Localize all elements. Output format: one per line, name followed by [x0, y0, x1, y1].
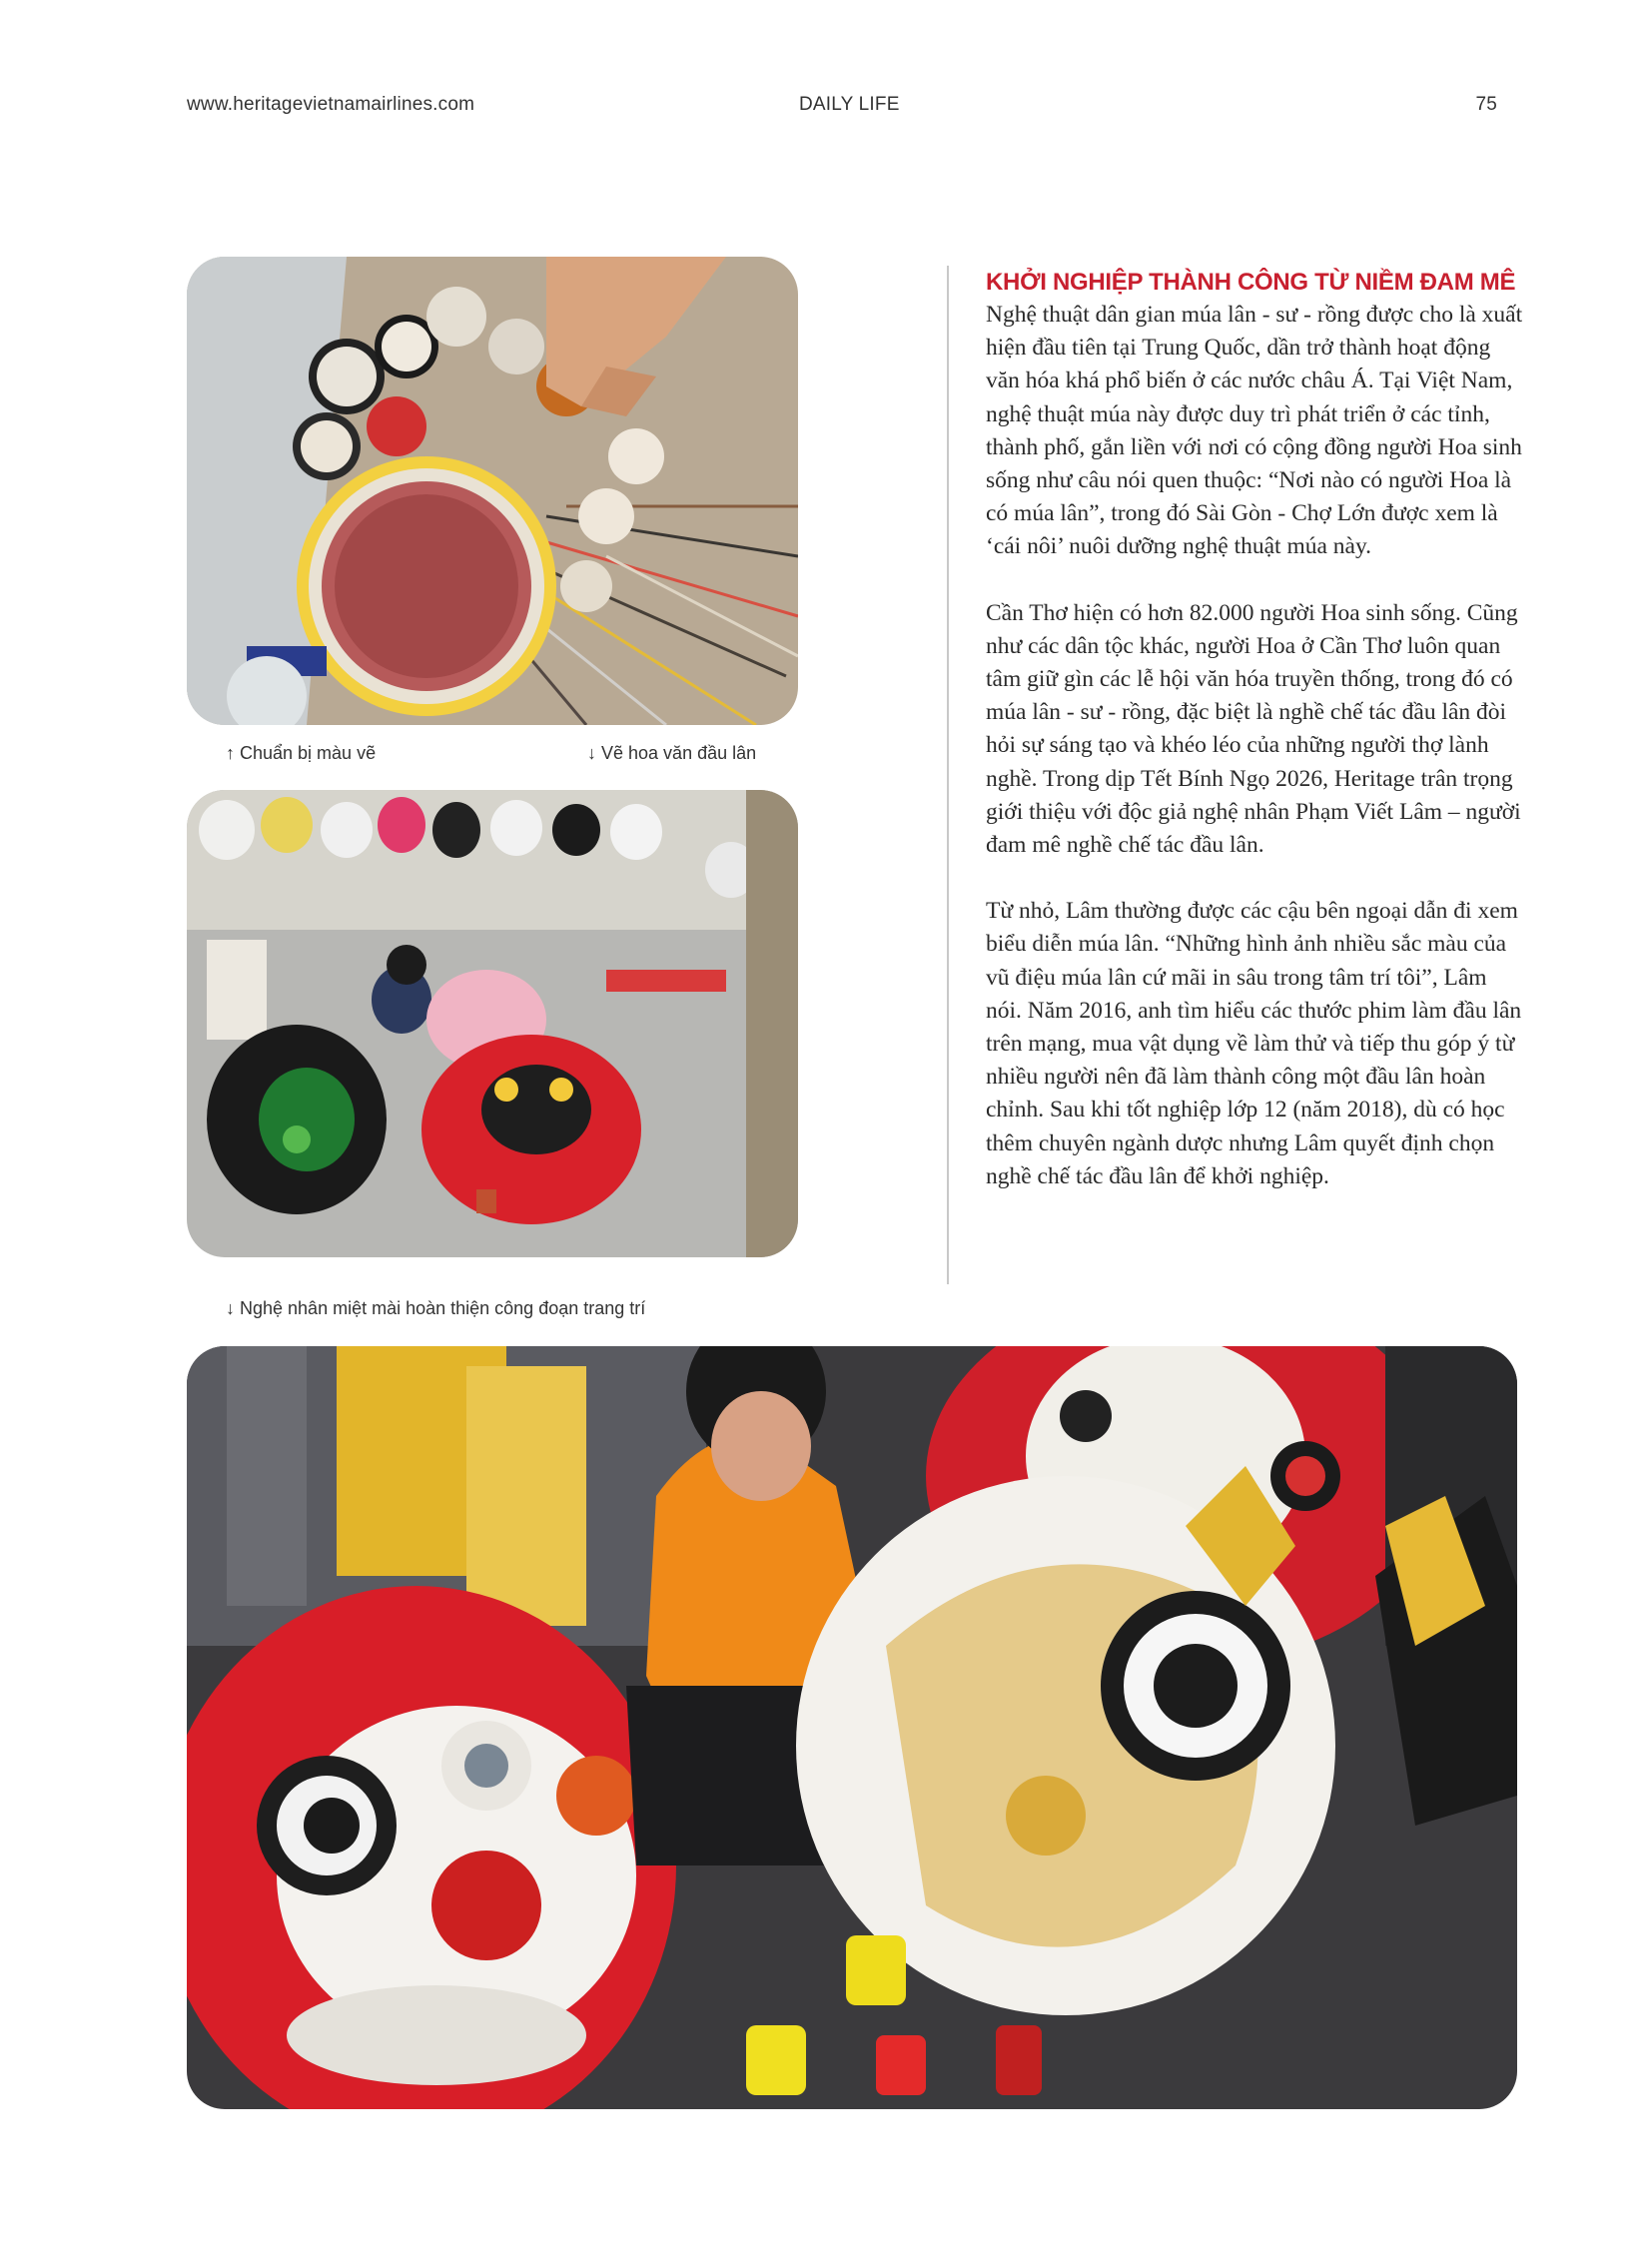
column-divider	[947, 266, 949, 1284]
header-page-number: 75	[1475, 94, 1497, 115]
article-body	[986, 266, 1525, 1226]
article-paragraph-3: Từ nhỏ, Lâm thường được các cậu bên ngoại dẫn đi xem biểu diễn múa lân. “Những hình ảnh nhiều sắc màu của vũ điệu múa lân cứ mãi in sâu trong tâm trí tôi”, Lâm nói. Năm 2016, anh tìm hiểu các thước phim làm đầu lân trên mạng, mua vật dụng về làm thử và tiếp thu góp ý từ nhiều người nên đã làm thành công một đầu lân hoàn chỉnh. Sau khi tốt nghiệp lớp 12 (năm 2018), dù có học thêm chuyên ngành dược nhưng Lâm quyết định chọn nghề chế tác đầu lân để khởi nghiệp.	[986, 898, 1522, 1189]
article-heading: KHỞI NGHIỆP THÀNH CÔNG TỪ NIỀM ĐAM MÊ	[986, 269, 1516, 296]
article-paragraph-2: Cần Thơ hiện có hơn 82.000 người Hoa sinh sống. Cũng như các dân tộc khác, người Hoa ở Cần Thơ luôn quan tâm giữ gìn các lễ hội văn hóa truyền thống, trong đó có múa lân - sư - rồng, đặc biệt là nghề chế tác đầu lân đòi hỏi sự sáng tạo và khéo léo của những người thợ lành nghề. Trong dịp Tết Bính Ngọ 2026, Heritage trân trọng giới thiệu với độc giả nghệ nhân Phạm Viết Lâm – người đam mê nghề chế tác đầu lân.	[986, 599, 1521, 859]
header-website-url: www.heritagevietnamairlines.com	[187, 94, 475, 115]
header-section-title: DAILY LIFE	[799, 94, 900, 115]
caption-paint-preparation: ↑ Chuẩn bị màu vẽ	[226, 743, 377, 763]
photo-paint-preparation	[187, 257, 798, 725]
article-paragraph-1: Nghệ thuật dân gian múa lân - sư - rồng được cho là xuất hiện đầu tiên tại Trung Quốc, dần trở thành hoạt động văn hóa khá phổ biến ở các nước châu Á. Tại Việt Nam, nghệ thuật múa này được duy trì phát triển ở các tỉnh, thành phố, gắn liền với nơi có cộng đồng người Hoa sinh sống như câu nói quen thuộc: “Nơi nào có người Hoa là có múa lân”, trong đó Sài Gòn - Chợ Lớn được xem là ‘cái nôi’ nuôi dưỡng nghệ thuật múa này.	[986, 302, 1523, 560]
caption-painting-pattern: ↓ Vẽ hoa văn đầu lân	[587, 743, 757, 763]
caption-artisan-decorating: ↓ Nghệ nhân miệt mài hoàn thiện công đoạn trang trí	[226, 1298, 646, 1318]
photo-artisan-painting-lion-head	[187, 1346, 1517, 2109]
photo-lion-head-workshop	[187, 790, 798, 1257]
